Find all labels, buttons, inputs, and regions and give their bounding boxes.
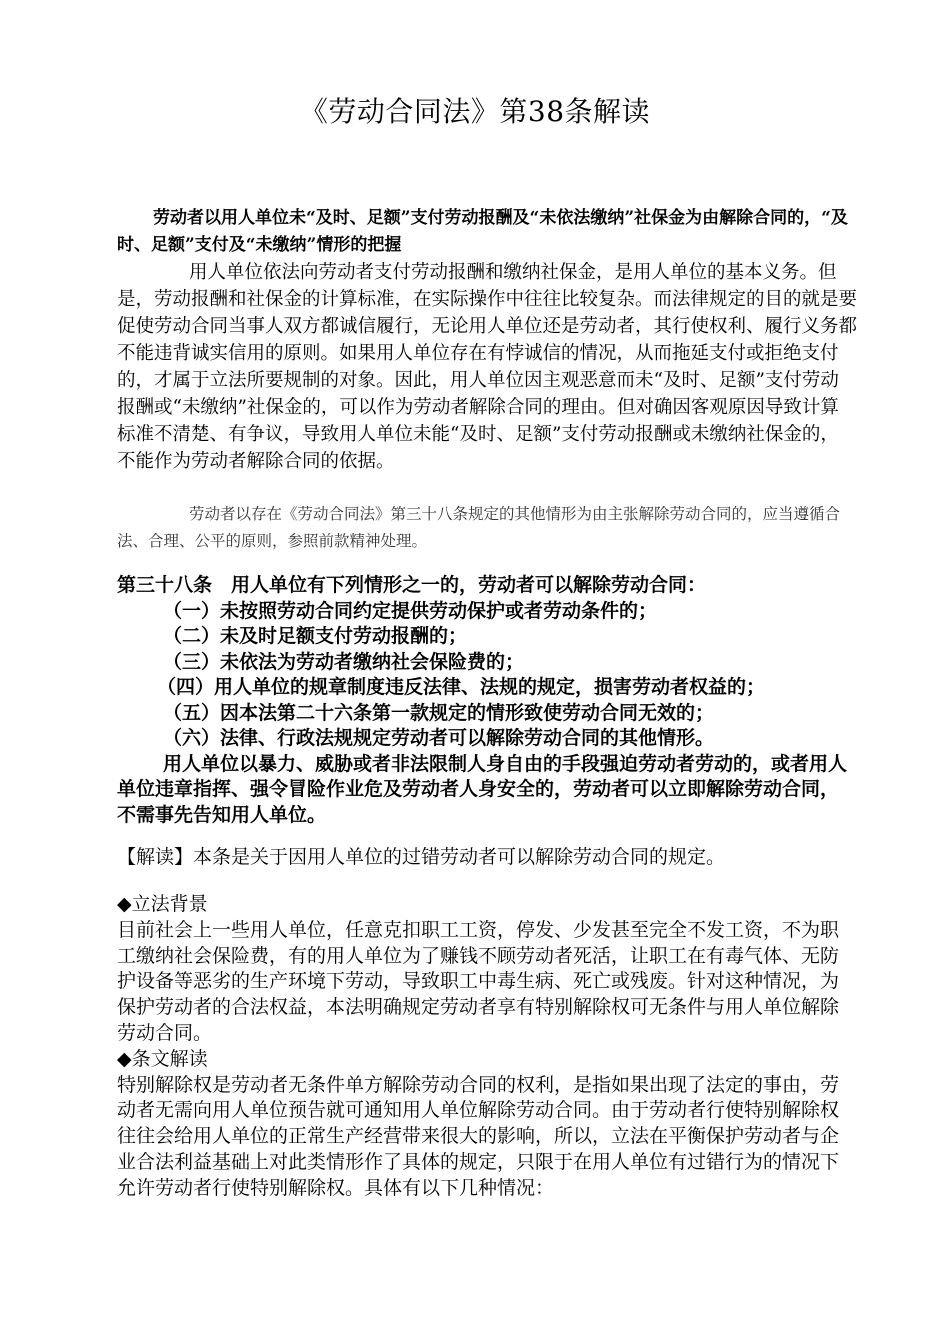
interpretation-details <box>117 892 857 1202</box>
page-title: 《劳动合同法》第38条解读 <box>299 95 651 128</box>
article-38-text <box>117 573 857 828</box>
article-closing: 用人单位以暴力、威胁或者非法限制人身自由的手段强迫劳动者劳动的，或者用人单位违章指挥、强令冒险作业危及劳动者人身安全的，劳动者可以立即解除劳动合同，不需事先告知用人单位。 <box>117 752 848 826</box>
article-heading: 第三十八条 用人单位有下列情形之一的，劳动者可以解除劳动合同： <box>117 574 707 596</box>
article-item: （五）因本法第二十六条第一款规定的情形致使劳动合同无效的； <box>163 701 715 724</box>
section-note <box>117 501 857 555</box>
article-item: （四）用人单位的规章制度违反法律、法规的规定，损害劳动者权益的； <box>157 676 766 698</box>
section-body-paragraph: 用人单位依法向劳动者支付劳动报酬和缴纳社保金，是用人单位的基本义务。但是，劳动报酬和社保金的计算标准，在实际操作中往往比较复杂。而法律规定的目的就是要促使劳动合同当事人双方都诚信履行，无论用人单位还是劳动者，其行使权利、履行义务都不能违背诚实信用的原则。如果用人单位存在有悖诚信的情况，从而拖延支付或拒绝支付的，才属于立法所要规制的对象。因此，用人单位因主观恶意而未“及时、足额”支付劳动报酬或“未缴纳”社保金的，可以作为劳动者解除合同的理由。但对确因客观原因导致计算标准不清楚、有争议，导致用人单位未能“及时、足额”支付劳动报酬或未缴纳社保金的，不能作为劳动者解除合同的依据。 <box>117 262 858 472</box>
article-item: （三）未依法为劳动者缴纳社会保险费的； <box>163 650 525 673</box>
article-item: （六）法律、行政法规规定劳动者可以解除劳动合同的其他情形。 <box>163 727 715 749</box>
interpretation-summary-text: 【解读】本条是关于因用人单位的过错劳动者可以解除劳动合同的规定。 <box>117 846 726 868</box>
clause-body: 特别解除权是劳动者无条件单方解除劳动合同的权利，是指如果出现了法定的事由，劳动者无需向用人单位预告就可通知用人单位解除劳动合同。由于劳动者行使特别解除权往往会给用人单位的正常生产经营带来很大的影响，所以，立法在平衡保护劳动者与企业合法利益基础上对此类情形作了具体的规定，只限于在用人单位有过错行为的情况下允许劳动者行使特别解除权。具体有以下几种情况： <box>117 1073 840 1199</box>
article-item: （二）未及时足额支付劳动报酬的； <box>163 625 468 647</box>
background-body: 目前社会上一些用人单位，任意克扣职工工资，停发、少发甚至完全不发工资，不为职工缴纳社会保险费，有的用人单位为了赚钱不顾劳动者死活，让职工在有毒气体、无防护设备等恶劣的生产环境下劳动，导致职工中毒生病、死亡或残废。针对这种情况，为保护劳动者的合法权益，本法明确规定劳动者享有特别解除权可无条件与用人单位解除劳动合同。 <box>117 918 840 1044</box>
background-heading: ◆立法背景 <box>117 893 208 915</box>
interpretation-summary <box>117 843 857 871</box>
clause-heading: ◆条文解读 <box>117 1047 208 1070</box>
article-item: （一）未按照劳动合同约定提供劳动保护或者劳动条件的； <box>163 599 658 622</box>
section-body <box>117 259 857 475</box>
section-heading <box>117 205 857 259</box>
section-note-paragraph: 劳动者以存在《劳动合同法》第三十八条规定的其他情形为由主张解除劳动合同的，应当遵循合法、合理、公平的原则，参照前款精神处理。 <box>117 505 841 550</box>
section-heading-text: 劳动者以用人单位未“及时、足额”支付劳动报酬及“未依法缴纳”社保金为由解除合同的，“及时、足额”支付及“未缴纳”情形的把握 <box>117 208 848 255</box>
